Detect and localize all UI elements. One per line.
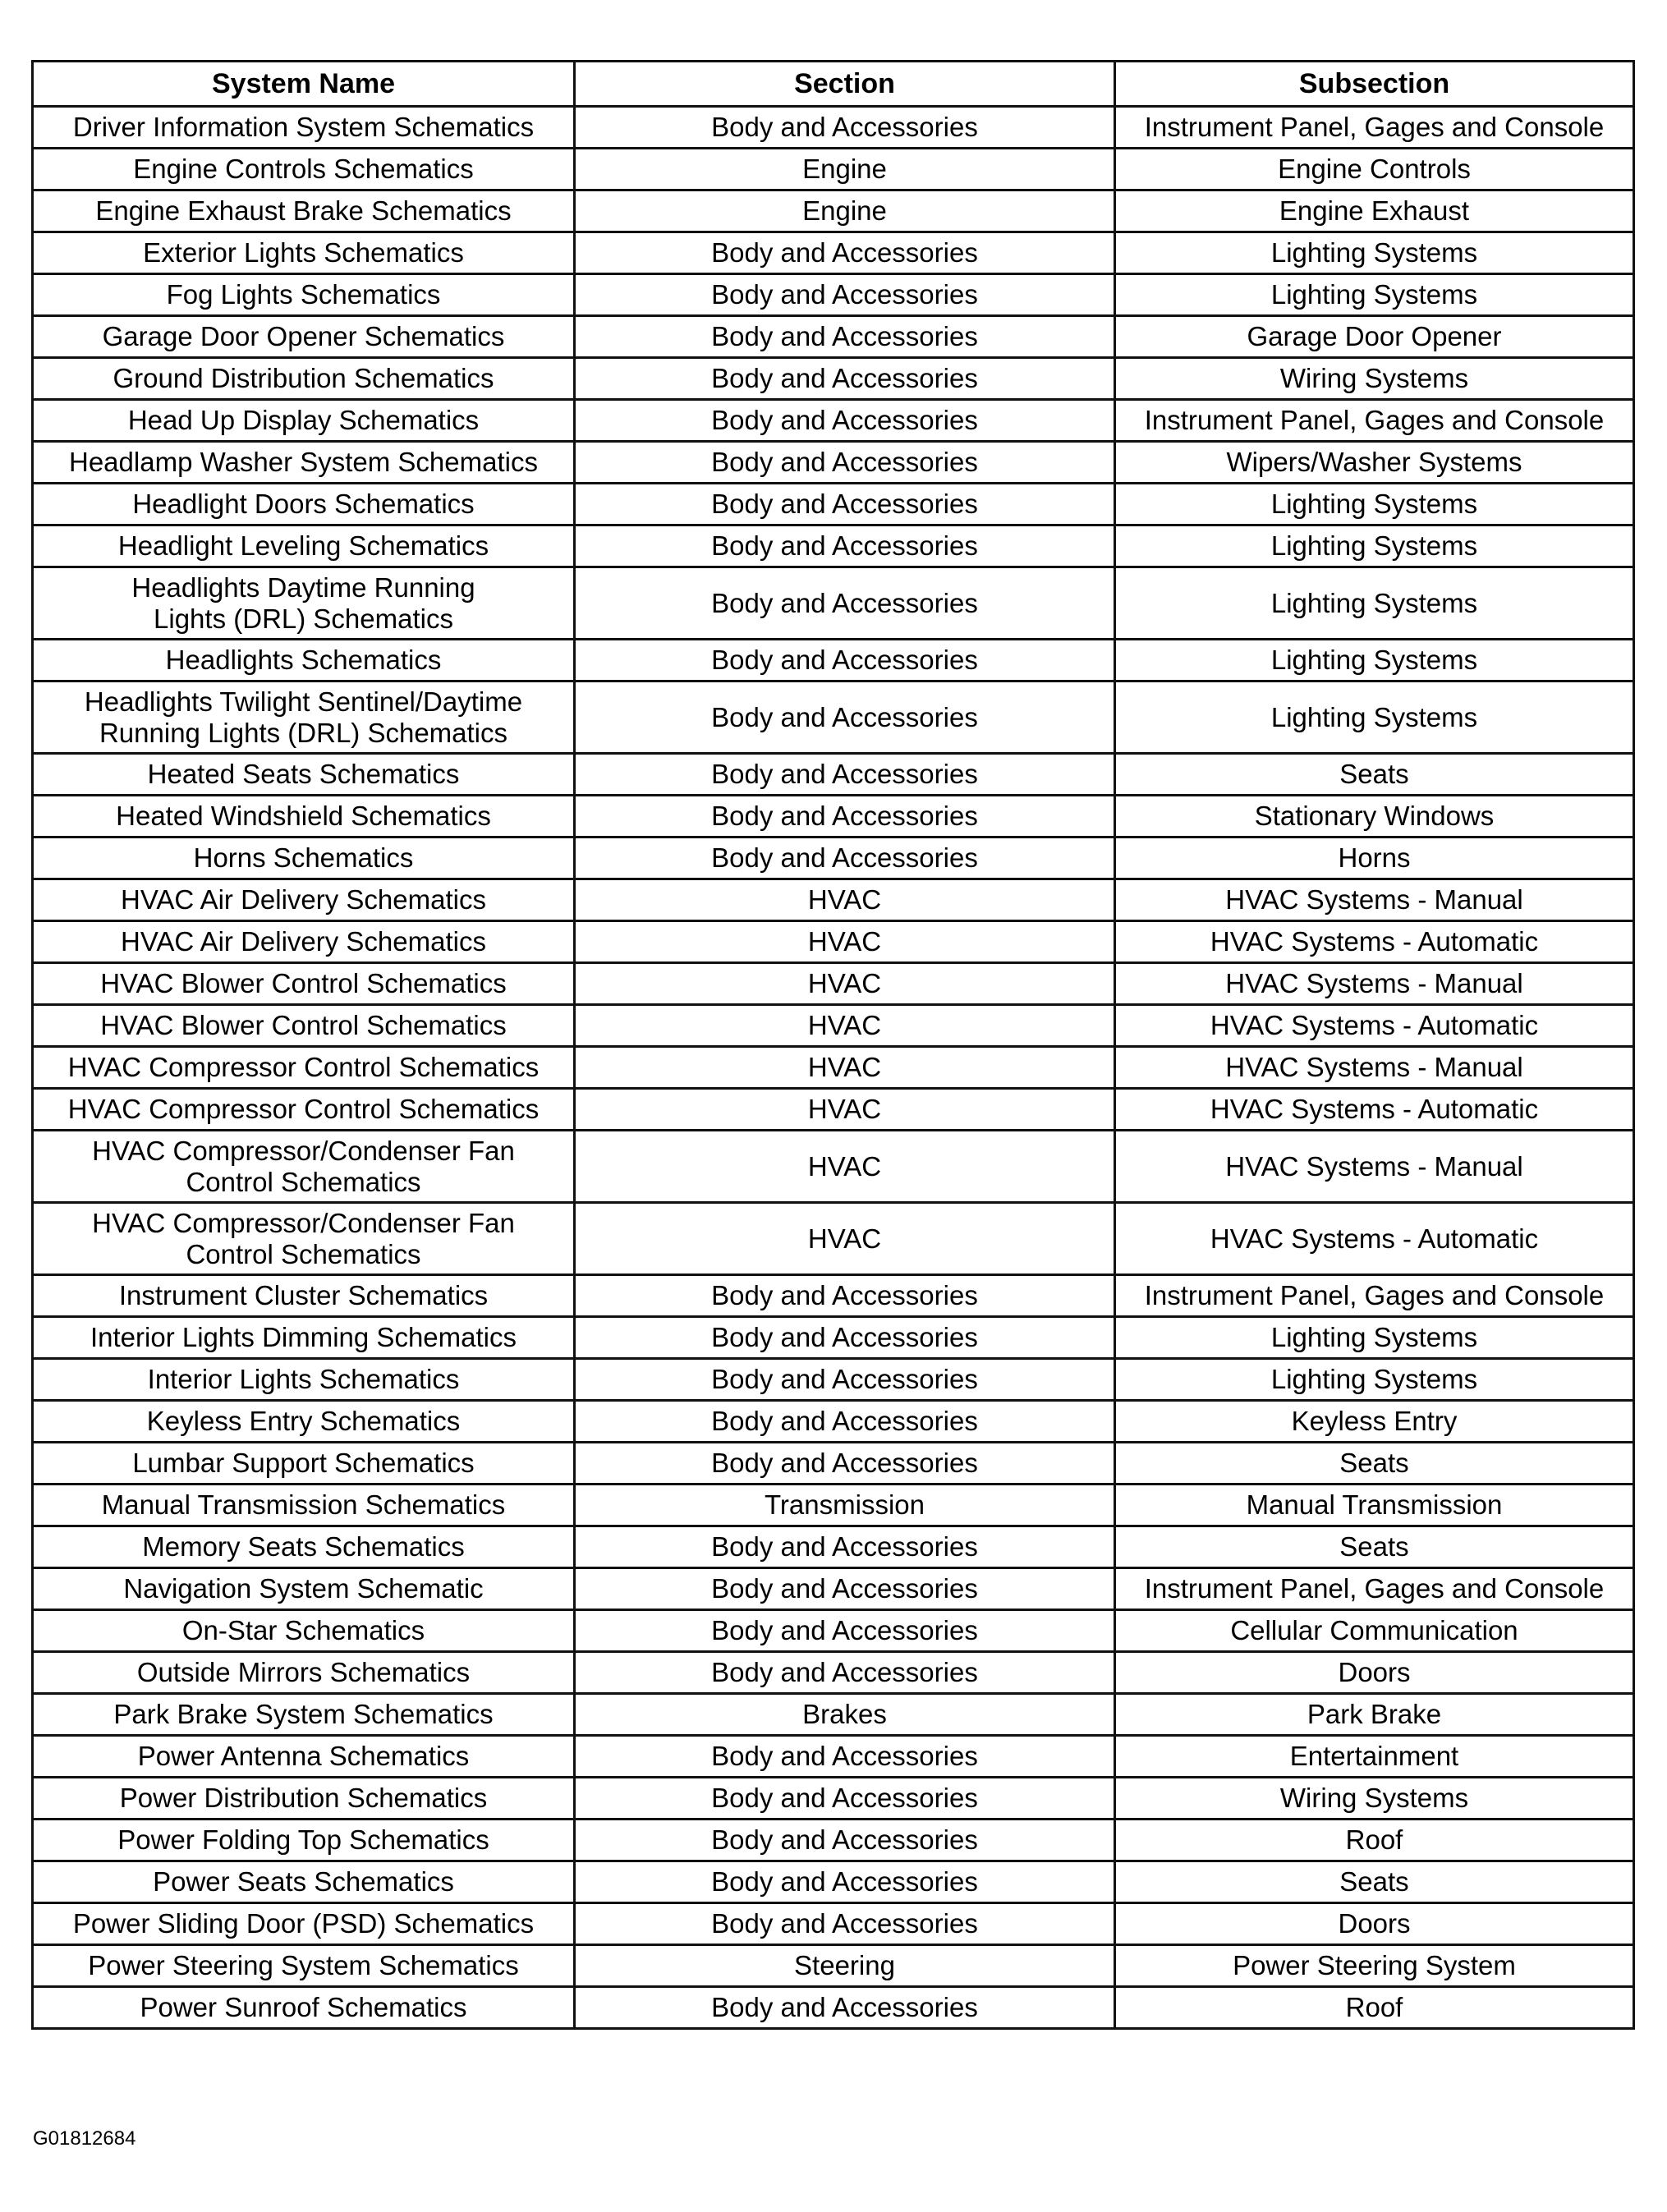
table-row [33, 400, 1634, 442]
header-system-name: System Name [33, 62, 575, 107]
section-cell: Body and Accessories [575, 232, 1115, 274]
system-name-cell: Lumbar Support Schematics [33, 1443, 575, 1485]
table-row [33, 232, 1634, 274]
system-name-cell: Headlamp Washer System Schematics [33, 442, 575, 484]
table-row [33, 796, 1634, 838]
system-name-cell: Headlight Leveling Schematics [33, 525, 575, 567]
subsection-cell: Garage Door Opener [1115, 316, 1634, 358]
table-row [33, 1945, 1634, 1987]
section-cell: Body and Accessories [575, 1443, 1115, 1485]
system-name-cell: HVAC Compressor/Condenser Fan Control Schematics [33, 1131, 575, 1203]
subsection-cell: Lighting Systems [1115, 1317, 1634, 1359]
subsection-cell: Instrument Panel, Gages and Console [1115, 1568, 1634, 1610]
system-name-cell: Horns Schematics [33, 838, 575, 879]
system-name-cell: Engine Controls Schematics [33, 149, 575, 190]
subsection-cell: HVAC Systems - Automatic [1115, 1203, 1634, 1275]
system-name-cell: Heated Windshield Schematics [33, 796, 575, 838]
subsection-cell: HVAC Systems - Manual [1115, 1047, 1634, 1089]
section-cell: Engine [575, 190, 1115, 232]
system-name-cell: Fog Lights Schematics [33, 274, 575, 316]
section-cell: Body and Accessories [575, 1359, 1115, 1401]
table-row [33, 358, 1634, 400]
table-row [33, 1089, 1634, 1131]
system-name-cell: Headlights Daytime Running Lights (DRL) Schematics [33, 567, 575, 640]
subsection-cell: Park Brake [1115, 1694, 1634, 1736]
section-cell: Body and Accessories [575, 796, 1115, 838]
system-name-cell: Outside Mirrors Schematics [33, 1652, 575, 1694]
table-row [33, 879, 1634, 921]
system-name-cell: Exterior Lights Schematics [33, 232, 575, 274]
subsection-cell: Lighting Systems [1115, 681, 1634, 754]
section-cell: Brakes [575, 1694, 1115, 1736]
table-row [33, 525, 1634, 567]
header-section: Section [575, 62, 1115, 107]
table-row [33, 1047, 1634, 1089]
section-cell: Engine [575, 149, 1115, 190]
system-name-cell: Power Sliding Door (PSD) Schematics [33, 1903, 575, 1945]
table-row [33, 1987, 1634, 2029]
subsection-cell: HVAC Systems - Automatic [1115, 921, 1634, 963]
section-cell: HVAC [575, 1047, 1115, 1089]
system-name-cell: Power Distribution Schematics [33, 1778, 575, 1820]
system-name-cell: Navigation System Schematic [33, 1568, 575, 1610]
table-row [33, 567, 1634, 640]
system-name-cell: Ground Distribution Schematics [33, 358, 575, 400]
table-row [33, 1903, 1634, 1945]
section-cell: Body and Accessories [575, 1526, 1115, 1568]
subsection-cell: Manual Transmission [1115, 1485, 1634, 1526]
system-name-cell: Headlights Schematics [33, 640, 575, 681]
table-row [33, 484, 1634, 525]
section-cell: Body and Accessories [575, 1275, 1115, 1317]
system-name-cell: On-Star Schematics [33, 1610, 575, 1652]
schematics-index-table [31, 60, 1635, 2030]
subsection-cell: Doors [1115, 1903, 1634, 1945]
subsection-cell: Lighting Systems [1115, 232, 1634, 274]
section-cell: Body and Accessories [575, 1736, 1115, 1778]
header-subsection: Subsection [1115, 62, 1634, 107]
table-row [33, 838, 1634, 879]
section-cell: Transmission [575, 1485, 1115, 1526]
system-name-cell: Keyless Entry Schematics [33, 1401, 575, 1443]
section-cell: Body and Accessories [575, 525, 1115, 567]
section-cell: Body and Accessories [575, 274, 1115, 316]
system-name-cell: Memory Seats Schematics [33, 1526, 575, 1568]
section-cell: Body and Accessories [575, 1610, 1115, 1652]
system-name-cell: HVAC Blower Control Schematics [33, 1005, 575, 1047]
table-row [33, 921, 1634, 963]
system-name-cell: HVAC Compressor Control Schematics [33, 1089, 575, 1131]
table-row [33, 754, 1634, 796]
table-row [33, 681, 1634, 754]
section-cell: HVAC [575, 879, 1115, 921]
subsection-cell: Seats [1115, 754, 1634, 796]
table-row [33, 1568, 1634, 1610]
section-cell: Body and Accessories [575, 1903, 1115, 1945]
subsection-cell: Lighting Systems [1115, 1359, 1634, 1401]
subsection-cell: HVAC Systems - Manual [1115, 879, 1634, 921]
subsection-cell: Wiring Systems [1115, 358, 1634, 400]
subsection-cell: Roof [1115, 1820, 1634, 1861]
table-row [33, 1317, 1634, 1359]
table-row [33, 1443, 1634, 1485]
section-cell: Body and Accessories [575, 1317, 1115, 1359]
subsection-cell: Seats [1115, 1443, 1634, 1485]
table-row [33, 1401, 1634, 1443]
section-cell: HVAC [575, 921, 1115, 963]
section-cell: Body and Accessories [575, 640, 1115, 681]
section-cell: HVAC [575, 1005, 1115, 1047]
system-name-cell: Heated Seats Schematics [33, 754, 575, 796]
table-row [33, 1694, 1634, 1736]
system-name-cell: Power Steering System Schematics [33, 1945, 575, 1987]
subsection-cell: Lighting Systems [1115, 484, 1634, 525]
table-row [33, 274, 1634, 316]
subsection-cell: Roof [1115, 1987, 1634, 2029]
subsection-cell: Lighting Systems [1115, 274, 1634, 316]
system-name-cell: HVAC Compressor/Condenser Fan Control Schematics [33, 1203, 575, 1275]
table-row [33, 1485, 1634, 1526]
system-name-cell: Power Folding Top Schematics [33, 1820, 575, 1861]
section-cell: Body and Accessories [575, 838, 1115, 879]
subsection-cell: Power Steering System [1115, 1945, 1634, 1987]
subsection-cell: Seats [1115, 1861, 1634, 1903]
subsection-cell: HVAC Systems - Manual [1115, 1131, 1634, 1203]
section-cell: Body and Accessories [575, 1861, 1115, 1903]
section-cell: Body and Accessories [575, 358, 1115, 400]
subsection-cell: Horns [1115, 838, 1634, 879]
table-row [33, 963, 1634, 1005]
table-row [33, 1652, 1634, 1694]
figure-code: G01812684 [33, 2127, 136, 2150]
table-row [33, 190, 1634, 232]
table-row [33, 1820, 1634, 1861]
subsection-cell: Lighting Systems [1115, 567, 1634, 640]
table-row [33, 1005, 1634, 1047]
table-row [33, 1203, 1634, 1275]
subsection-cell: Engine Controls [1115, 149, 1634, 190]
subsection-cell: Keyless Entry [1115, 1401, 1634, 1443]
system-name-cell: Interior Lights Schematics [33, 1359, 575, 1401]
table-row [33, 1526, 1634, 1568]
section-cell: HVAC [575, 1131, 1115, 1203]
subsection-cell: Wiring Systems [1115, 1778, 1634, 1820]
subsection-cell: Entertainment [1115, 1736, 1634, 1778]
subsection-cell: HVAC Systems - Automatic [1115, 1005, 1634, 1047]
subsection-cell: Stationary Windows [1115, 796, 1634, 838]
section-cell: Body and Accessories [575, 1568, 1115, 1610]
table-row [33, 149, 1634, 190]
subsection-cell: Lighting Systems [1115, 640, 1634, 681]
table-row [33, 1736, 1634, 1778]
section-cell: Body and Accessories [575, 681, 1115, 754]
section-cell: HVAC [575, 963, 1115, 1005]
table-row [33, 1275, 1634, 1317]
system-name-cell: HVAC Air Delivery Schematics [33, 879, 575, 921]
table-row [33, 1861, 1634, 1903]
section-cell: Body and Accessories [575, 1987, 1115, 2029]
system-name-cell: HVAC Air Delivery Schematics [33, 921, 575, 963]
system-name-cell: Instrument Cluster Schematics [33, 1275, 575, 1317]
system-name-cell: Headlights Twilight Sentinel/Daytime Running Lights (DRL) Schematics [33, 681, 575, 754]
section-cell: HVAC [575, 1203, 1115, 1275]
system-name-cell: Power Antenna Schematics [33, 1736, 575, 1778]
section-cell: Body and Accessories [575, 754, 1115, 796]
subsection-cell: Instrument Panel, Gages and Console [1115, 107, 1634, 149]
subsection-cell: Wipers/Washer Systems [1115, 442, 1634, 484]
section-cell: HVAC [575, 1089, 1115, 1131]
section-cell: Body and Accessories [575, 1820, 1115, 1861]
system-name-cell: Head Up Display Schematics [33, 400, 575, 442]
system-name-cell: Power Seats Schematics [33, 1861, 575, 1903]
section-cell: Body and Accessories [575, 1401, 1115, 1443]
subsection-cell: Lighting Systems [1115, 525, 1634, 567]
table-header-row [33, 62, 1634, 107]
system-name-cell: Headlight Doors Schematics [33, 484, 575, 525]
section-cell: Steering [575, 1945, 1115, 1987]
table-row [33, 1359, 1634, 1401]
system-name-cell: Garage Door Opener Schematics [33, 316, 575, 358]
system-name-cell: HVAC Blower Control Schematics [33, 963, 575, 1005]
table-row [33, 1778, 1634, 1820]
subsection-cell: Engine Exhaust [1115, 190, 1634, 232]
table-row [33, 1131, 1634, 1203]
section-cell: Body and Accessories [575, 400, 1115, 442]
section-cell: Body and Accessories [575, 484, 1115, 525]
table-row [33, 640, 1634, 681]
table-row [33, 442, 1634, 484]
system-name-cell: Engine Exhaust Brake Schematics [33, 190, 575, 232]
section-cell: Body and Accessories [575, 316, 1115, 358]
subsection-cell: HVAC Systems - Automatic [1115, 1089, 1634, 1131]
section-cell: Body and Accessories [575, 1652, 1115, 1694]
table-row [33, 316, 1634, 358]
system-name-cell: Park Brake System Schematics [33, 1694, 575, 1736]
section-cell: Body and Accessories [575, 107, 1115, 149]
subsection-cell: Instrument Panel, Gages and Console [1115, 400, 1634, 442]
subsection-cell: Instrument Panel, Gages and Console [1115, 1275, 1634, 1317]
system-name-cell: HVAC Compressor Control Schematics [33, 1047, 575, 1089]
system-name-cell: Power Sunroof Schematics [33, 1987, 575, 2029]
system-name-cell: Interior Lights Dimming Schematics [33, 1317, 575, 1359]
subsection-cell: HVAC Systems - Manual [1115, 963, 1634, 1005]
subsection-cell: Doors [1115, 1652, 1634, 1694]
table-row [33, 107, 1634, 149]
section-cell: Body and Accessories [575, 442, 1115, 484]
subsection-cell: Seats [1115, 1526, 1634, 1568]
section-cell: Body and Accessories [575, 1778, 1115, 1820]
subsection-cell: Cellular Communication [1115, 1610, 1634, 1652]
section-cell: Body and Accessories [575, 567, 1115, 640]
table-row [33, 1610, 1634, 1652]
system-name-cell: Manual Transmission Schematics [33, 1485, 575, 1526]
system-name-cell: Driver Information System Schematics [33, 107, 575, 149]
